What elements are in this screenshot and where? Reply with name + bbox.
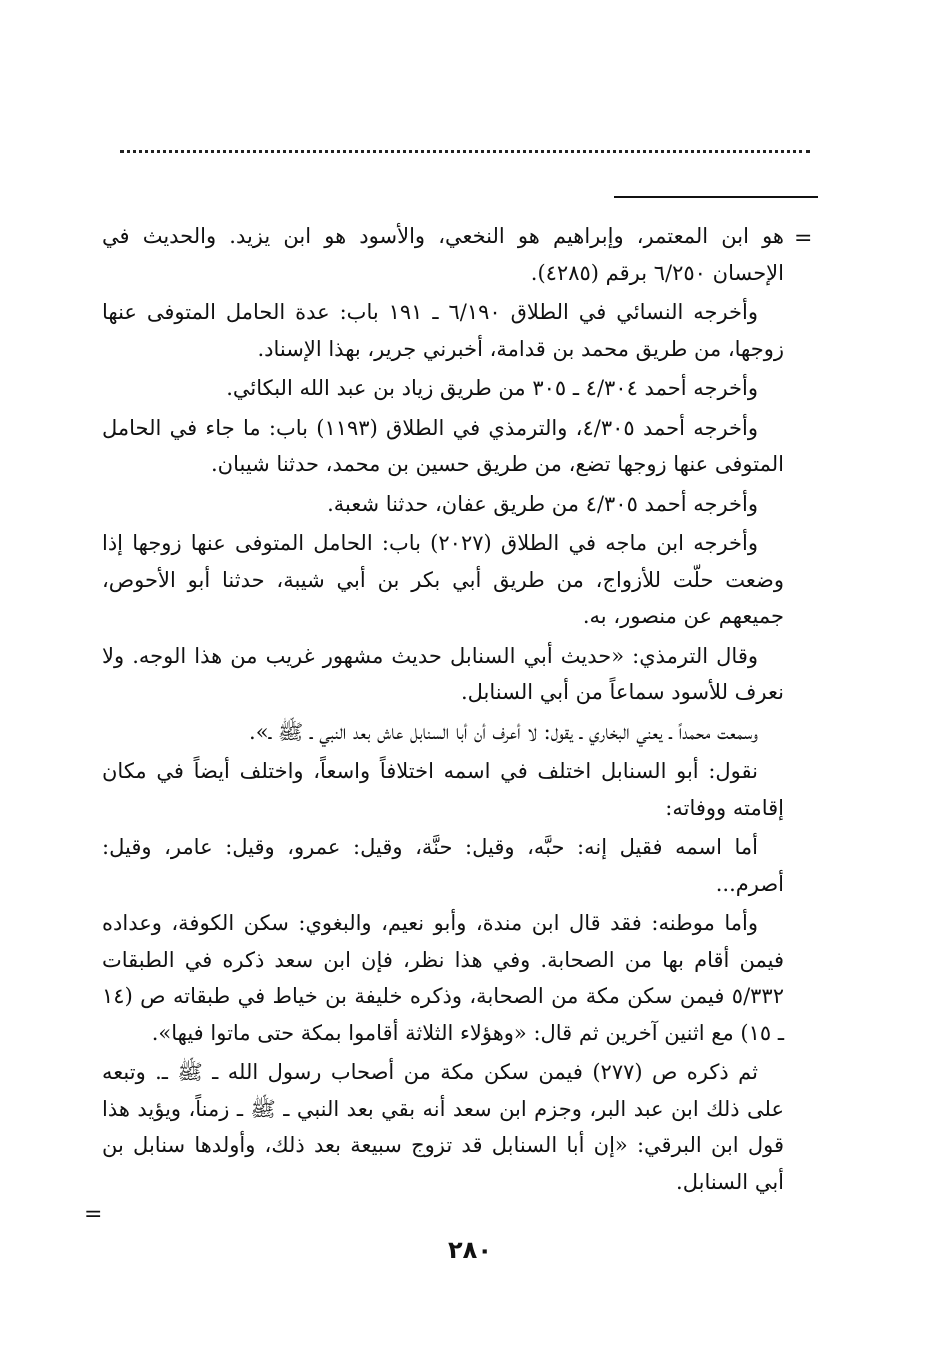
footnote-paragraph: وأما موطنه: فقد قال ابن مندة، وأبو نعيم، والبغوي: سكن الكوفة، وعداده فيمن أقام بها من الصحابة. وفي هذا نظر، فإن ابن سعد ذكره في الطبقات ٥/٣٣٢ فيمن سكن مكة من الصحابة، وذكره خليفة بن خياط في طبقاته ص (١٤ ـ ١٥) مع اثنين آخرين ثم قال: «وهؤلاء الثلاثة أقاموا بمكة حتى ماتوا فيها». — [102, 911, 784, 1045]
footnote-paragraph: وأخرجه أحمد ٤/٣٠٥ من طريق عفان، حدثنا شعبة. — [327, 491, 758, 516]
footnote-paragraph: وأخرجه أحمد ٤/٣٠٤ ـ ٣٠٥ من طريق زياد بن عبد الله البكائي. — [226, 376, 758, 400]
dotted-separator — [120, 150, 810, 153]
footnote-paragraph: ثم ذكره ص (٢٧٧) فيمن سكن مكة من أصحاب رسول الله ـ ﷺ ـ. وتبعه على ذلك ابن عبد البر، وجزم ابن سعد أنه بقي بعد النبي ـ ﷺ ـ زمناً، ويؤيد هذا قول ابن البرقي: «إن أبا السنابل قد تزوج سبيعة بعد ذلك، وأولدها سنابل بن أبي السنابل. — [102, 1060, 784, 1194]
footnote-paragraph: هو ابن المعتمر، وإبراهيم هو النخعي، والأسود هو ابن يزيد. والحديث في الإحسان ٦/٢٥٠ برقم (٤٢٨٥). — [102, 224, 784, 285]
footnote-rule — [614, 196, 818, 198]
footnotes — [102, 218, 784, 1203]
footnote-paragraph: وقال الترمذي: «حديث أبي السنابل حديث مشهور غريب من هذا الوجه. ولا نعرف للأسود سماعاً من أبي السنابل. — [102, 643, 784, 704]
footnote-paragraph: وسمعت محمداً ـ يعني البخاري ـ يقول: لا أعرف أن أبا السنابل عاش بعد النبي ـ ﷺ ـ». — [249, 719, 758, 744]
continuation-mark-end: = — [84, 1202, 103, 1227]
footnote-paragraph: نقول: أبو السنابل اختلف في اسمه اختلافاً واسعاً، واختلف أيضاً في مكان إقامته ووفاته: — [102, 759, 784, 820]
footnote-paragraph: أما اسمه فقيل إنه: حبَّه، وقيل: حنَّة، وقيل: عمرو، وقيل: عامر، وقيل: أصرم... — [102, 835, 784, 896]
footnote-paragraph: وأخرجه النسائي في الطلاق ٦/١٩٠ ـ ١٩١ باب: عدة الحامل المتوفى عنها زوجها، من طريق محمد بن قدامة، أخبرني جرير، بهذا الإسناد. — [102, 300, 784, 361]
footnote-paragraph: وأخرجه ابن ماجه في الطلاق (٢٠٢٧) باب: الحامل المتوفى عنها زوجها إذا وضعت حلّت للأزواج، من طريق أبي بكر بن أبي شيبة، حدثنا أبو الأحوص، جميعهم عن منصور، به. — [102, 531, 784, 628]
footnote-paragraph: وأخرجه أحمد ٤/٣٠٥، والترمذي في الطلاق (١١٩٣) باب: ما جاء في الحامل المتوفى عنها زوجها تضع، من طريق حسين بن محمد، حدثنا شيبان. — [102, 415, 784, 476]
page-number: ٢٨٠ — [448, 1236, 492, 1264]
continuation-mark-start: = — [794, 226, 813, 251]
